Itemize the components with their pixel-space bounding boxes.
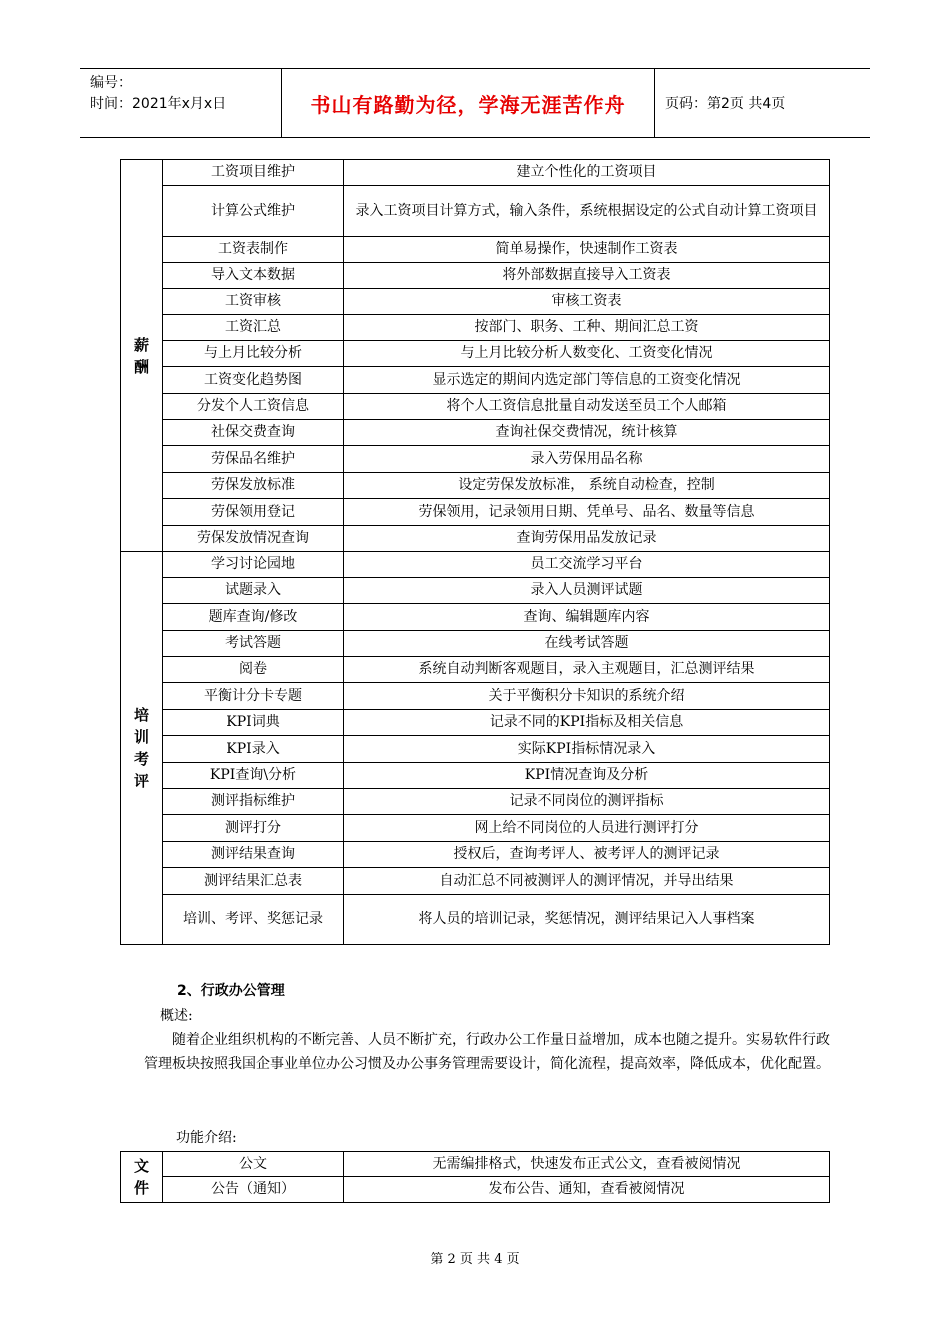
feature-name-cell: 测评结果汇总表 xyxy=(163,868,344,895)
feature-name-cell: 测评指标维护 xyxy=(163,789,344,815)
feature-desc-cell: 查询、编辑题库内容 xyxy=(344,604,830,631)
category-char: 薪 xyxy=(133,335,149,354)
feature-name-cell: 工资审核 xyxy=(163,289,344,315)
features-label: 功能介绍: xyxy=(176,1130,237,1146)
feature-name-cell: 试题录入 xyxy=(163,578,344,604)
feature-name-cell: 劳保领用登记 xyxy=(163,499,344,526)
feature-name-cell: 劳保发放标准 xyxy=(163,473,344,499)
feature-name-cell: 公告（通知） xyxy=(163,1177,344,1203)
table-row xyxy=(121,526,830,552)
table-row xyxy=(121,315,830,341)
table-row xyxy=(121,1152,830,1177)
table-row xyxy=(121,289,830,315)
salary-training-table xyxy=(120,159,830,945)
feature-desc-cell: 将人员的培训记录，奖惩情况，测评结果记入人事档案 xyxy=(344,895,830,945)
feature-desc-cell: 记录不同的KPI指标及相关信息 xyxy=(344,710,830,736)
feature-desc-cell: 员工交流学习平台 xyxy=(344,552,830,578)
overview-text: 随着企业组织机构的不断完善、人员不断扩充，行政办公工作量日益增加，成本也随之提升。实易软件行政管理板块按照我国企事业单位办公习惯及办公事务管理需要设计，简化流程，提高效率，降低成本，优化配置。 xyxy=(144,1032,830,1072)
table-row xyxy=(121,895,830,945)
table-row xyxy=(121,683,830,710)
feature-name-cell: 分发个人工资信息 xyxy=(163,394,344,420)
table-row xyxy=(121,815,830,842)
feature-name-cell: 工资汇总 xyxy=(163,315,344,341)
feature-desc-cell: 无需编排格式，快速发布正式公文，查看被阅情况 xyxy=(344,1152,830,1177)
category-char: 件 xyxy=(133,1179,149,1197)
section-title: 2、行政办公管理 xyxy=(177,983,285,999)
category-char: 考 xyxy=(133,750,149,768)
category-char: 评 xyxy=(133,772,149,790)
feature-desc-cell: 按部门、职务、工种、期间汇总工资 xyxy=(344,315,830,341)
table-row xyxy=(121,842,830,868)
feature-name-cell: 导入文本数据 xyxy=(163,263,344,289)
table-row xyxy=(121,631,830,657)
table-row xyxy=(121,420,830,446)
feature-name-cell: 计算公式维护 xyxy=(163,186,344,237)
feature-desc-cell: 查询劳保用品发放记录 xyxy=(344,526,830,552)
feature-desc-cell: 审核工资表 xyxy=(344,289,830,315)
category-char: 文 xyxy=(133,1157,149,1175)
feature-desc-cell: 自动汇总不同被测评人的测评情况，并导出结果 xyxy=(344,868,830,895)
doc-number-label: 编号： xyxy=(90,75,132,91)
doc-time-label: 时间：2021年x月x日 xyxy=(90,96,227,112)
feature-desc-cell: 关于平衡积分卡知识的系统介绍 xyxy=(344,683,830,710)
feature-name-cell: 工资变化趋势图 xyxy=(163,367,344,394)
feature-name-cell: 考试答题 xyxy=(163,631,344,657)
feature-desc-cell: 建立个性化的工资项目 xyxy=(344,160,830,186)
feature-name-cell: 工资项目维护 xyxy=(163,160,344,186)
table-row xyxy=(121,341,830,367)
feature-desc-cell: 授权后，查询考评人、被考评人的测评记录 xyxy=(344,842,830,868)
table-row xyxy=(121,736,830,763)
feature-desc-cell: 录入人员测评试题 xyxy=(344,578,830,604)
overview-label: 概述: xyxy=(160,1008,193,1024)
feature-desc-cell: 劳保领用，记录领用日期、凭单号、品名、数量等信息 xyxy=(344,499,830,526)
feature-name-cell: 工资表制作 xyxy=(163,237,344,263)
table-row xyxy=(121,868,830,895)
feature-name-cell: 测评打分 xyxy=(163,815,344,842)
feature-desc-cell: 设定劳保发放标准， 系统自动检查，控制 xyxy=(344,473,830,499)
category-char: 培 xyxy=(133,706,149,724)
table-row xyxy=(121,657,830,683)
category-char: 训 xyxy=(133,728,149,746)
feature-name-cell: KPI查询\分析 xyxy=(163,763,344,789)
feature-name-cell: 劳保品名维护 xyxy=(163,446,344,473)
table-row xyxy=(121,789,830,815)
feature-desc-cell: 记录不同岗位的测评指标 xyxy=(344,789,830,815)
feature-name-cell: KPI词典 xyxy=(163,710,344,736)
feature-desc-cell: 网上给不同岗位的人员进行测评打分 xyxy=(344,815,830,842)
feature-name-cell: 社保交费查询 xyxy=(163,420,344,446)
feature-name-cell: 测评结果查询 xyxy=(163,842,344,868)
feature-name-cell: 题库查询/修改 xyxy=(163,604,344,631)
feature-desc-cell: 系统自动判断客观题目，录入主观题目，汇总测评结果 xyxy=(344,657,830,683)
header-page-label: 页码：第2页 共4页 xyxy=(665,96,786,112)
category-cell xyxy=(121,1152,163,1203)
feature-desc-cell: 查询社保交费情况，统计核算 xyxy=(344,420,830,446)
feature-desc-cell: 录入工资项目计算方式，输入条件，系统根据设定的公式自动计算工资项目 xyxy=(344,186,830,237)
feature-desc-cell: 发布公告、通知，查看被阅情况 xyxy=(344,1177,830,1203)
feature-name-cell: 学习讨论园地 xyxy=(163,552,344,578)
table-row xyxy=(121,237,830,263)
table-row xyxy=(121,578,830,604)
table-row xyxy=(121,710,830,736)
feature-desc-cell: 将外部数据直接导入工资表 xyxy=(344,263,830,289)
table-row xyxy=(121,446,830,473)
feature-desc-cell: 在线考试答题 xyxy=(344,631,830,657)
table-row xyxy=(121,1177,830,1203)
table-row xyxy=(121,186,830,237)
header-motto: 书山有路勤为径，学海无涯苦作舟 xyxy=(282,69,655,137)
feature-desc-cell: 实际KPI指标情况录入 xyxy=(344,736,830,763)
page-footer: 第 2 页 共 4 页 xyxy=(430,1252,520,1267)
feature-name-cell: KPI录入 xyxy=(163,736,344,763)
category-cell xyxy=(121,552,163,945)
feature-name-cell: 与上月比较分析 xyxy=(163,341,344,367)
table-row xyxy=(121,499,830,526)
feature-desc-cell: KPI情况查询及分析 xyxy=(344,763,830,789)
feature-desc-cell: 与上月比较分析人数变化、工资变化情况 xyxy=(344,341,830,367)
table-row xyxy=(121,160,830,186)
table-row xyxy=(121,763,830,789)
feature-desc-cell: 显示选定的期间内选定部门等信息的工资变化情况 xyxy=(344,367,830,394)
table-row xyxy=(121,604,830,631)
table-row xyxy=(121,394,830,420)
table-row xyxy=(121,367,830,394)
header-left xyxy=(80,69,282,137)
feature-name-cell: 公文 xyxy=(163,1152,344,1177)
feature-name-cell: 劳保发放情况查询 xyxy=(163,526,344,552)
feature-desc-cell: 将个人工资信息批量自动发送至员工个人邮箱 xyxy=(344,394,830,420)
docs-table xyxy=(120,1151,830,1203)
feature-name-cell: 培训、考评、奖惩记录 xyxy=(163,895,344,945)
page-header xyxy=(80,68,870,138)
feature-desc-cell: 简单易操作，快速制作工资表 xyxy=(344,237,830,263)
category-cell xyxy=(121,160,163,552)
category-char: 酬 xyxy=(133,357,149,376)
table-row xyxy=(121,263,830,289)
feature-name-cell: 平衡计分卡专题 xyxy=(163,683,344,710)
table-row xyxy=(121,552,830,578)
feature-name-cell: 阅卷 xyxy=(163,657,344,683)
feature-desc-cell: 录入劳保用品名称 xyxy=(344,446,830,473)
table-row xyxy=(121,473,830,499)
